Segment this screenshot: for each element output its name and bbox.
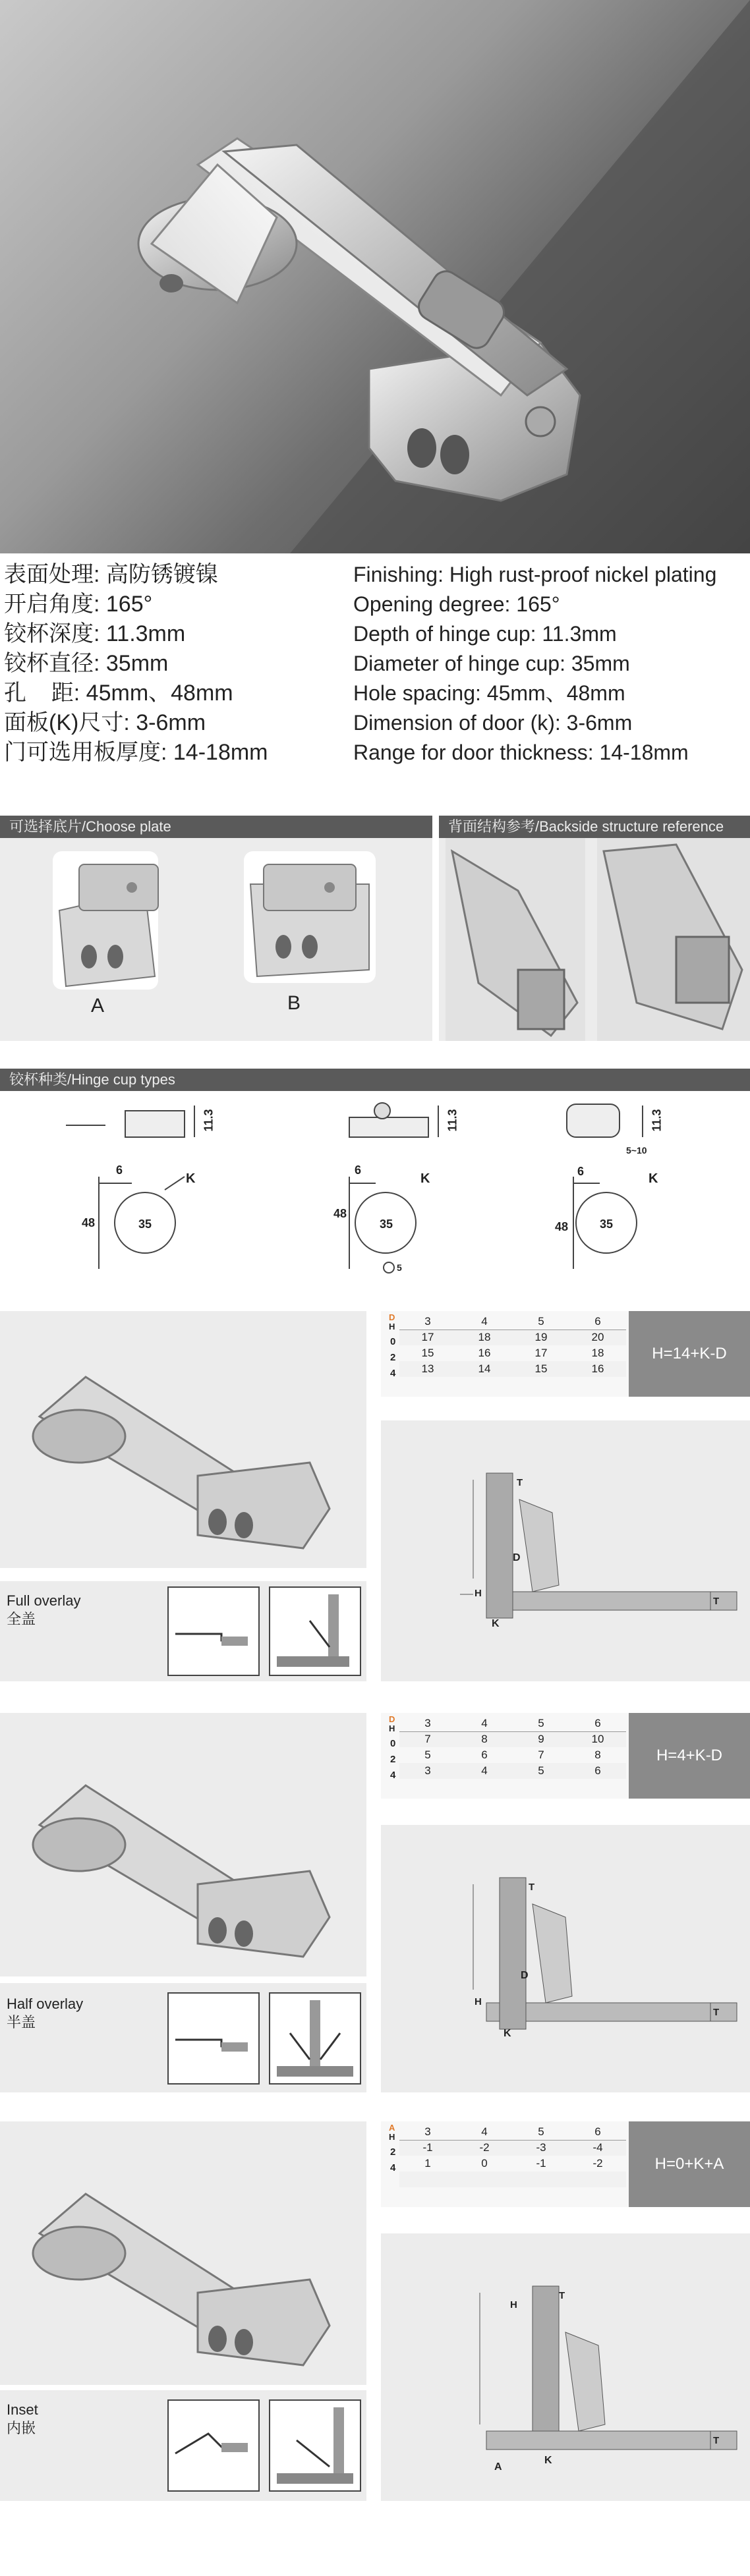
plate-a-label: A — [91, 995, 105, 1017]
ho-letter-t: T — [529, 1882, 535, 1893]
cup1-diameter: 35 — [138, 1218, 152, 1231]
cup3-spacing: 48 — [555, 1220, 569, 1233]
in-letter-h: H — [510, 2299, 517, 2310]
t2-corner-bottom: H — [389, 2132, 395, 2142]
cup3-depth: 11.3 — [650, 1109, 664, 1132]
cup-types-panel — [0, 1091, 750, 1289]
full-overlay-table: 3 4 5 6 17 18 19 20 15 16 17 18 13 14 15 16 — [399, 1314, 626, 1377]
backside-header: 背面结构参考/Backside structure reference — [439, 816, 750, 838]
t0-corner-top: D — [389, 1312, 395, 1322]
hinge-photo-inset — [0, 2121, 366, 2385]
full-overlay-thumb-open — [167, 1586, 260, 1676]
cup3-diameter: 35 — [600, 1218, 614, 1231]
cup1-spacing: 48 — [82, 1216, 96, 1229]
specs-english — [353, 560, 716, 768]
full-overlay-formula: H=14+K-D — [629, 1311, 750, 1397]
t1-corner-bottom: H — [389, 1723, 395, 1733]
hinge-illustration — [0, 0, 750, 553]
hinge-photo-half — [0, 1713, 366, 1976]
cup1-k: K — [186, 1171, 196, 1186]
plate-b-label: B — [287, 992, 301, 1014]
ho-letter-k: K — [504, 2028, 511, 2039]
cup-type-diagrams — [0, 1091, 750, 1289]
t0-h0: 0 — [390, 1336, 396, 1347]
cup1-offset: 6 — [116, 1163, 123, 1177]
ho-letter-d: D — [521, 1970, 529, 1981]
fo-letter-k: K — [492, 1618, 500, 1629]
t2-h1: 4 — [390, 2162, 396, 2173]
choose-plate-panel — [0, 838, 432, 1041]
cup2-k: K — [420, 1171, 430, 1186]
inset-thumb-closed — [269, 2399, 361, 2492]
half-overlay-label-panel — [0, 1983, 366, 2092]
full-overlay-label-panel — [0, 1581, 366, 1681]
spec-en-opening: Opening degree: 165° — [353, 592, 560, 616]
spec-en-depth: Depth of hinge cup: 11.3mm — [353, 622, 617, 646]
cup2-offset: 6 — [355, 1163, 362, 1177]
half-overlay-thumb-closed — [269, 1992, 361, 2085]
backside-illustrations — [439, 838, 750, 1041]
hero-product-photo — [0, 0, 750, 553]
cup3-hole: 5~10 — [626, 1145, 647, 1156]
t1-h2: 4 — [390, 1770, 396, 1781]
fo-letter-h: H — [475, 1588, 482, 1599]
fo-letter-t: T — [517, 1477, 523, 1488]
ho-letter-h: H — [475, 1996, 482, 2007]
spec-en-door-k: Dimension of door (k): 3-6mm — [353, 711, 633, 735]
spec-en-spacing: Hole spacing: 45mm、48mm — [353, 681, 625, 705]
full-overlay-photo — [0, 1311, 366, 1568]
inset-thumb-open — [167, 2399, 260, 2492]
inset-label-panel — [0, 2390, 366, 2501]
half-overlay-table: 3 4 5 6 7 8 9 10 5 6 7 8 3 4 5 6 — [399, 1716, 626, 1779]
ho-letter-t2: T — [713, 2007, 720, 2018]
full-overlay-table-panel — [381, 1311, 750, 1397]
cup2-diameter: 35 — [380, 1218, 393, 1231]
half-overlay-table-panel — [381, 1713, 750, 1799]
t1-h0: 0 — [390, 1738, 396, 1749]
inset-table-panel — [381, 2121, 750, 2207]
inset-table: 3 4 5 6 -1 -2 -3 -4 1 0 -1 -2 — [399, 2124, 626, 2187]
spec-cn-diameter: 铰杯直径: 35mm — [4, 651, 169, 676]
inset-formula: H=0+K+A — [629, 2121, 750, 2207]
t2-corner-top: A — [389, 2123, 395, 2133]
plate-illustrations — [0, 838, 432, 1041]
spec-en-diameter: Diameter of hinge cup: 35mm — [353, 652, 630, 675]
inset-diagram — [381, 2233, 750, 2501]
half-overlay-label-cn: 半盖 — [7, 2014, 36, 2030]
t1-corner-top: D — [389, 1714, 395, 1724]
backside-panel — [439, 838, 750, 1041]
choose-plate-header: 可选择底片/Choose plate — [0, 816, 432, 838]
specs-chinese — [4, 560, 268, 768]
plate-b-icon — [244, 851, 376, 983]
spec-en-finishing: Finishing: High rust-proof nickel plating — [353, 563, 717, 586]
t0-corner-bottom: H — [389, 1322, 395, 1331]
t1-h1: 2 — [390, 1754, 396, 1765]
spec-en-thickness: Range for door thickness: 14-18mm — [353, 741, 689, 764]
in-letter-k: K — [544, 2455, 552, 2466]
in-letter-t2: T — [713, 2435, 720, 2446]
t0-h2: 4 — [390, 1368, 396, 1379]
inset-photo — [0, 2121, 366, 2385]
cup1-depth: 11.3 — [202, 1109, 216, 1132]
half-overlay-thumb-open — [167, 1992, 260, 2085]
spec-cn-depth: 铰杯深度: 11.3mm — [4, 621, 186, 646]
fo-letter-d: D — [513, 1552, 521, 1563]
spec-cn-finishing: 表面处理: 高防锈镀镍 — [4, 562, 218, 587]
cup3-k: K — [649, 1171, 658, 1186]
spec-cn-thickness: 门可选用板厚度: 14-18mm — [4, 740, 268, 765]
plate-a-icon — [53, 851, 158, 990]
inset-label-cn: 内嵌 — [7, 2420, 36, 2436]
cup3-offset: 6 — [577, 1165, 585, 1178]
cup2-depth: 11.3 — [446, 1109, 459, 1132]
full-overlay-diagram — [381, 1420, 750, 1681]
in-letter-a: A — [494, 2461, 502, 2473]
t2-h0: 2 — [390, 2146, 396, 2158]
cup2-spacing: 48 — [333, 1207, 347, 1220]
cup-types-header: 铰杯种类/Hinge cup types — [0, 1069, 750, 1091]
half-overlay-photo — [0, 1713, 366, 1976]
half-overlay-formula: H=4+K-D — [629, 1713, 750, 1799]
half-overlay-label-en: Half overlay — [7, 1996, 84, 2012]
cup2-hole: 5 — [397, 1262, 402, 1273]
spec-cn-door-k: 面板(K)尺寸: 3-6mm — [4, 710, 206, 735]
hinge-photo-full — [0, 1311, 366, 1568]
t0-h1: 2 — [390, 1352, 396, 1363]
full-overlay-label-cn: 全盖 — [7, 1611, 36, 1627]
half-overlay-diagram — [381, 1825, 750, 2092]
fo-letter-t2: T — [713, 1596, 720, 1607]
full-overlay-thumb-closed — [269, 1586, 361, 1676]
spec-cn-spacing: 孔 距: 45mm、48mm — [4, 681, 233, 706]
full-overlay-label-en: Full overlay — [7, 1592, 81, 1609]
in-letter-t: T — [559, 2290, 565, 2301]
inset-label-en: Inset — [7, 2401, 38, 2418]
spec-cn-opening: 开启角度: 165° — [4, 592, 153, 617]
